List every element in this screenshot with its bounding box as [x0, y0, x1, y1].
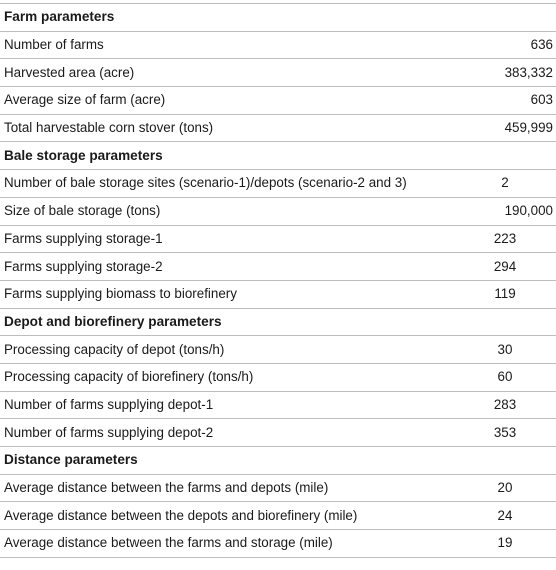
table-row [0, 31, 556, 59]
row-value: 20 [454, 474, 556, 502]
table-row [0, 530, 556, 558]
row-value: 383,332 [454, 59, 556, 87]
row-value: 294 [454, 253, 556, 281]
row-value: 190,000 [454, 197, 556, 225]
row-value: 636 [454, 31, 556, 59]
row-value: 24 [454, 502, 556, 530]
section-value-empty [454, 308, 556, 336]
section-value-empty [454, 142, 556, 170]
row-label: Average distance between the depots and biorefinery (mile) [0, 502, 454, 530]
section-header-row [0, 447, 556, 475]
row-label: Farms supplying biomass to biorefinery [0, 280, 454, 308]
row-label: Processing capacity of depot (tons/h) [0, 336, 454, 364]
table-row [0, 114, 556, 142]
row-label: Average distance between the farms and storage (mile) [0, 530, 454, 558]
row-label: Number of bale storage sites (scenario-1)/depots (scenario-2 and 3) [0, 170, 454, 198]
row-value: 2 [454, 170, 556, 198]
section-title: Depot and biorefinery parameters [0, 308, 454, 336]
section-title: Bale storage parameters [0, 142, 454, 170]
table-row [0, 59, 556, 87]
row-label: Farms supplying storage-1 [0, 225, 454, 253]
table-row [0, 502, 556, 530]
parameters-table [0, 3, 556, 558]
section-title: Farm parameters [0, 4, 454, 32]
row-value: 353 [454, 419, 556, 447]
section-value-empty [454, 447, 556, 475]
row-value: 119 [454, 280, 556, 308]
table-row [0, 253, 556, 281]
row-label: Number of farms supplying depot-2 [0, 419, 454, 447]
row-value: 603 [454, 87, 556, 115]
row-value: 459,999 [454, 114, 556, 142]
table-row [0, 197, 556, 225]
row-label: Farms supplying storage-2 [0, 253, 454, 281]
table-row [0, 280, 556, 308]
section-header-row [0, 4, 556, 32]
row-label: Processing capacity of biorefinery (tons/h) [0, 363, 454, 391]
table-row [0, 419, 556, 447]
row-label: Average size of farm (acre) [0, 87, 454, 115]
row-value: 283 [454, 391, 556, 419]
row-label: Number of farms supplying depot-1 [0, 391, 454, 419]
section-value-empty [454, 4, 556, 32]
table-row [0, 170, 556, 198]
row-value: 60 [454, 363, 556, 391]
table-row [0, 225, 556, 253]
row-label: Harvested area (acre) [0, 59, 454, 87]
table-row [0, 363, 556, 391]
table-row [0, 336, 556, 364]
table-row [0, 87, 556, 115]
row-label: Average distance between the farms and depots (mile) [0, 474, 454, 502]
section-header-row [0, 308, 556, 336]
row-label: Size of bale storage (tons) [0, 197, 454, 225]
section-title: Distance parameters [0, 447, 454, 475]
table-row [0, 391, 556, 419]
section-header-row [0, 142, 556, 170]
row-value: 223 [454, 225, 556, 253]
table-row [0, 474, 556, 502]
row-value: 30 [454, 336, 556, 364]
row-label: Total harvestable corn stover (tons) [0, 114, 454, 142]
row-value: 19 [454, 530, 556, 558]
row-label: Number of farms [0, 31, 454, 59]
